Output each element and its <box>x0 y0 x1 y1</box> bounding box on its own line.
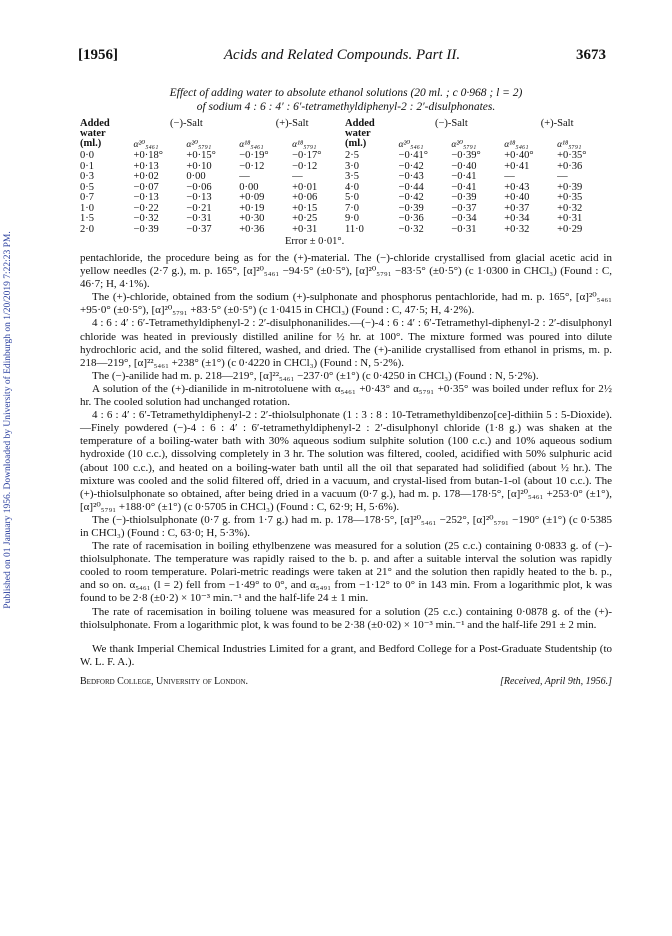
table-cell: 4·0 <box>344 181 359 193</box>
caption-line-1: Effect of adding water to absolute ethanol solutions (20 ml. ; c 0·968 ; l = 2) <box>169 87 523 99</box>
page-header <box>78 47 606 67</box>
table-cell: −0·44 <box>398 181 424 193</box>
table-cell: −0·06 <box>186 181 212 193</box>
table-cell: −0·37 <box>186 223 212 235</box>
table-cell: +0·35° <box>557 150 587 161</box>
header-a5791-2: α²⁰₅₇₉₁ <box>451 140 477 150</box>
table-cell: −0·34 <box>451 213 477 224</box>
table-cell: +0·31 <box>292 223 318 235</box>
table-cell: 0·7 <box>80 192 94 203</box>
header-plus-salt-2: (+)-Salt <box>540 118 574 129</box>
table-cell: −0·36 <box>398 213 424 224</box>
table-cell: — <box>504 171 515 182</box>
received-date: [Received, April 9th, 1956.] <box>499 675 612 687</box>
table-cell: +0·43 <box>504 181 530 193</box>
affiliation: Bedford College, University of London. <box>80 675 249 687</box>
table-cell: +0·32 <box>504 223 530 235</box>
table-cell: +0·40° <box>504 150 534 161</box>
table-cell: 0·5 <box>80 181 94 193</box>
header-a5791b: α¹⁸₅₇₉₁ <box>292 140 317 150</box>
header-water: water <box>80 128 106 139</box>
table-cell: −0·42 <box>398 160 424 172</box>
table-cell: 1·0 <box>80 202 94 214</box>
header-added: Added <box>80 118 110 129</box>
paragraph: The (−)-thiolsulphonate (0·7 g. from 1·7 g.) had m. p. 178—178·5°, [α]²⁰₅₄₆₁ −252°, [α]²⁰₅₇₉₁ −190° (±1°) (c 0·5385 in CHCl₃) (Found : C, 63·0; H, 5·3%). <box>80 513 612 539</box>
paragraph: 4 : 6 : 4′ : 6′-Tetramethyldiphenyl-2 : 2′-disulphonanilides.—(−)-4 : 6 : 4′ : 6′-Tetramethyl-diphenyl-2 : 2′-disulphonyl chloride was heated in previously distilled aniline for ½ hr. at 100°. The mixture formed was poured into dilute hydrochloric acid, and the solid filtered, washed, and dried. The (+)-anilide crystallised from ethanol in prisms, m. p. 218—219°, [α]²²₅₄₆₁ +238° (±1°) (c 0·4220 in CHCl₃) (Found : N, 5·2%). <box>80 317 612 369</box>
table-row <box>80 225 610 236</box>
header-a5461b-2: α¹⁸₅₄₆₁ <box>504 140 529 150</box>
header-a5461-2: α²⁰₅₄₆₁ <box>398 140 424 150</box>
table-cell: — <box>557 171 568 182</box>
table-cell: −0·12 <box>292 160 318 172</box>
table-cell: −0·12 <box>239 160 265 172</box>
table-cell: +0·25 <box>292 213 318 224</box>
table-cell: +0·18° <box>133 150 163 161</box>
table-cell: −0·13 <box>186 192 212 203</box>
table-row <box>80 151 610 162</box>
table-cell: +0·15° <box>186 150 216 161</box>
table-cell: +0·37 <box>504 202 530 214</box>
table-cell: −0·40 <box>451 160 477 172</box>
header-a5461b: α¹⁸₅₄₆₁ <box>239 140 264 150</box>
table-cell: +0·01 <box>292 181 318 193</box>
table-cell: +0·10 <box>186 160 212 172</box>
table-cell: +0·34 <box>504 213 530 224</box>
table-cell: +0·06 <box>292 192 318 203</box>
table-caption <box>96 86 596 114</box>
header-minus-salt-2: (−)-Salt <box>435 118 468 129</box>
table-cell: −0·39 <box>451 192 477 203</box>
signature-line <box>80 675 612 688</box>
table-cell: −0·43 <box>398 171 424 182</box>
table-cell: +0·41 <box>504 160 530 172</box>
table-cell: −0·37 <box>451 202 477 214</box>
header-minus-salt: (−)-Salt <box>170 118 203 129</box>
table-cell: −0·21 <box>186 202 212 214</box>
table-cell: 9·0 <box>344 213 359 224</box>
table-cell: 1·5 <box>80 213 94 224</box>
table-row <box>80 172 610 183</box>
table-cell: 0·00 <box>239 181 259 193</box>
header-ml-2: (ml.) <box>344 138 367 149</box>
table-cell: −0·31 <box>451 223 477 235</box>
paragraph: pentachloride, the procedure being as for the (+)-material. The (−)-chloride crystallised from glacial acetic acid in yellow needles (2·7 g.), m. p. 165°, [α]²⁰₅₄₆₁ −94·5° (±0·5°), [α]²⁰₅₇₉₁ −83·5° (±0·5°) (c 1·0300 in CHCl₃) (Found : C, 46·7; H, 4·1%). <box>80 252 612 291</box>
header-plus-salt: (+)-Salt <box>275 118 309 129</box>
table-cell: +0·09 <box>239 192 265 203</box>
table-cell: +0·30 <box>239 213 265 224</box>
table-cell: −0·41° <box>398 150 428 161</box>
table-cell: −0·32 <box>133 213 159 224</box>
table-cell: −0·07 <box>133 181 159 193</box>
table-cell: +0·15 <box>292 202 318 214</box>
table-cell: +0·19 <box>239 202 265 214</box>
table-error-note: Error ± 0·01°. <box>285 236 345 247</box>
table-cell: +0·13 <box>133 160 159 172</box>
header-added-2: Added <box>344 118 375 129</box>
header-title: Acids and Related Compounds. Part II. <box>223 47 461 63</box>
table-cell: 3·0 <box>344 160 359 172</box>
header-page-number: 3673 <box>576 47 606 63</box>
caption-line-2: of sodium 4 : 6 : 4′ : 6′-tetramethyldiphenyl-2 : 2′-disulphonates. <box>196 101 496 113</box>
table-row <box>80 193 610 204</box>
table-cell: −0·39 <box>398 202 424 214</box>
table-cell: 2·5 <box>344 150 359 161</box>
paragraph: The (+)-chloride, obtained from the sodium (+)-sulphonate and phosphorus pentachloride, had m. p. 165°, [α]²⁰₅₄₆₁ +95·0° (±0·5°), [α]²⁰₅₇₉₁ +83·5° (±0·5°) (c 1·0415 in CHCl₃) (Found : C, 47·5; H, 4·2%). <box>80 291 612 317</box>
header-ml: (ml.) <box>80 138 102 149</box>
table-cell: 0·0 <box>80 150 94 161</box>
table-cell: −0·19° <box>239 150 269 161</box>
table-cell: 5·0 <box>344 192 359 203</box>
table-cell: +0·39 <box>557 181 583 193</box>
table-cell: −0·41 <box>451 171 477 182</box>
table-cell: 0·00 <box>186 171 206 182</box>
table-cell: −0·13 <box>133 192 159 203</box>
table-cell: +0·31 <box>557 213 583 224</box>
table-cell: 2·0 <box>80 223 94 235</box>
table-cell: −0·41 <box>451 181 477 193</box>
table-cell: −0·17° <box>292 150 322 161</box>
paragraph: The (−)-anilide had m. p. 218—219°, [α]²²₅₄₆₁ −237·0° (±1°) (c 0·4250 in CHCl₃) (Found : N, 5·2%). <box>92 369 539 382</box>
header-a5791: α²⁰₅₇₉₁ <box>186 140 212 150</box>
header-year: [1956] <box>78 47 118 63</box>
table-cell: +0·36 <box>557 160 583 172</box>
table-cell: 11·0 <box>344 223 364 235</box>
table-cell: +0·36 <box>239 223 265 235</box>
table-cell: −0·39° <box>451 150 481 161</box>
table-cell: +0·32 <box>557 202 583 214</box>
table-cell: — <box>239 171 250 182</box>
sidebar-text: Published on 01 January 1956. Downloaded by University of Edinburgh on 1/20/2019 7:22:23 PM. <box>3 231 13 609</box>
body-text <box>80 252 612 688</box>
table-cell: +0·02 <box>133 171 159 182</box>
table-cell: +0·40 <box>504 192 530 203</box>
table-cell: 7·0 <box>344 202 359 214</box>
table-cell: −0·22 <box>133 202 159 214</box>
table-cell: −0·39 <box>133 223 159 235</box>
acknowledgement: We thank Imperial Chemical Industries Limited for a grant, and Bedford College for a Post-Graduate Studentship (to W. L. F. A.). <box>80 642 612 668</box>
table-cell: +0·29 <box>557 223 583 235</box>
table-cell: 0·3 <box>80 171 94 182</box>
header-a5461: α²⁰₅₄₆₁ <box>133 140 159 150</box>
table-cell: −0·32 <box>398 223 424 235</box>
table-row <box>80 214 610 225</box>
paragraph: A solution of the (+)-dianilide in m-nitrotoluene with α₅₄₆₁ +0·43° and α₅₇₉₁ +0·35° was boiled under reflux for 2½ hr. The cooled solution had unchanged rotation. <box>80 382 612 409</box>
rotation-table <box>80 119 610 235</box>
header-water-2: water <box>344 128 371 139</box>
paragraph: 4 : 6 : 4′ : 6′-Tetramethyldiphenyl-2 : 2′-thiolsulphonate (1 : 3 : 8 : 10-Tetramethyldibenzo[ce]-dithiin 5 : 5-Dioxide).—Finely powdered (−)-4 : 6 : 4′ : 6′-tetramethyldiphenyl-2 : 2′-disulphonyl chloride (1·8 g.) was shaken at the temperature of a boiling-water bath with 30% aqueous sodium sulphite solution (100 c.c.) and 10% aqueous sodium hydroxide (10 c.c.), dissolving completely in 3 hr. The solution was filtered, cooled, acidified with 50% sulphuric acid (about 100 c.c.), and heated on a boiling-water bath until all the oil that separated had solidified (about ½ hr.). The mixture was cooled and the solid filtered off, dried in a vacuum, and crystal-lised from butan-1-ol (about 10 c.c.). The (+)-thiolsulphonate so obtained, after being dried in a vacuum (0·7 g.), had m. p. 178—178·5°, [α]²⁰₅₄₆₁ +253·0° (±1°), [α]²⁰₅₇₉₁ +188·0° (±1°) (c 0·5705 in CHCl₃) (Found : C, 62·9; H, 5·6%). <box>80 409 612 513</box>
table-cell: −0·31 <box>186 213 212 224</box>
paragraph: The rate of racemisation in boiling ethylbenzene was measured for a solution (25 c.c.) containing 0·0833 g. of (−)-thiolsulphonate. The temperature was rapidly raised to the b. p. and after a suitable interval the solution was rapidly cooled to room temperature. Polari-metric readings were taken at 21° and the solution then rapidly heated to the b. p., and so on. α₅₄₆₁ (l = 2) fell from −1·49° to 0°, and α₅₄₉₁ from −1·12° to 0° in 143 min. From a logarithmic plot, k was found to be 2·8 (±0·2) × 10⁻³ min.⁻¹ and the half-life 24 ± 1 min. <box>80 540 612 605</box>
header-a5791b-2: α¹⁸₅₇₉₁ <box>557 140 582 150</box>
table-cell: 3·5 <box>344 171 359 182</box>
table-cell: — <box>292 171 303 182</box>
paragraph: The rate of racemisation in boiling toluene was measured for a solution (25 c.c.) containing 0·0878 g. of the (+)-thiolsulphonate. From a logarithmic plot, k was found to be 2·38 (±0·02) × 10⁻³ min.⁻¹ and the half-life 291 ± 2 min. <box>80 605 612 631</box>
table-cell: 0·1 <box>80 160 94 172</box>
table-cell: +0·35 <box>557 192 583 203</box>
publication-sidebar <box>2 100 14 740</box>
table-cell: −0·42 <box>398 192 424 203</box>
